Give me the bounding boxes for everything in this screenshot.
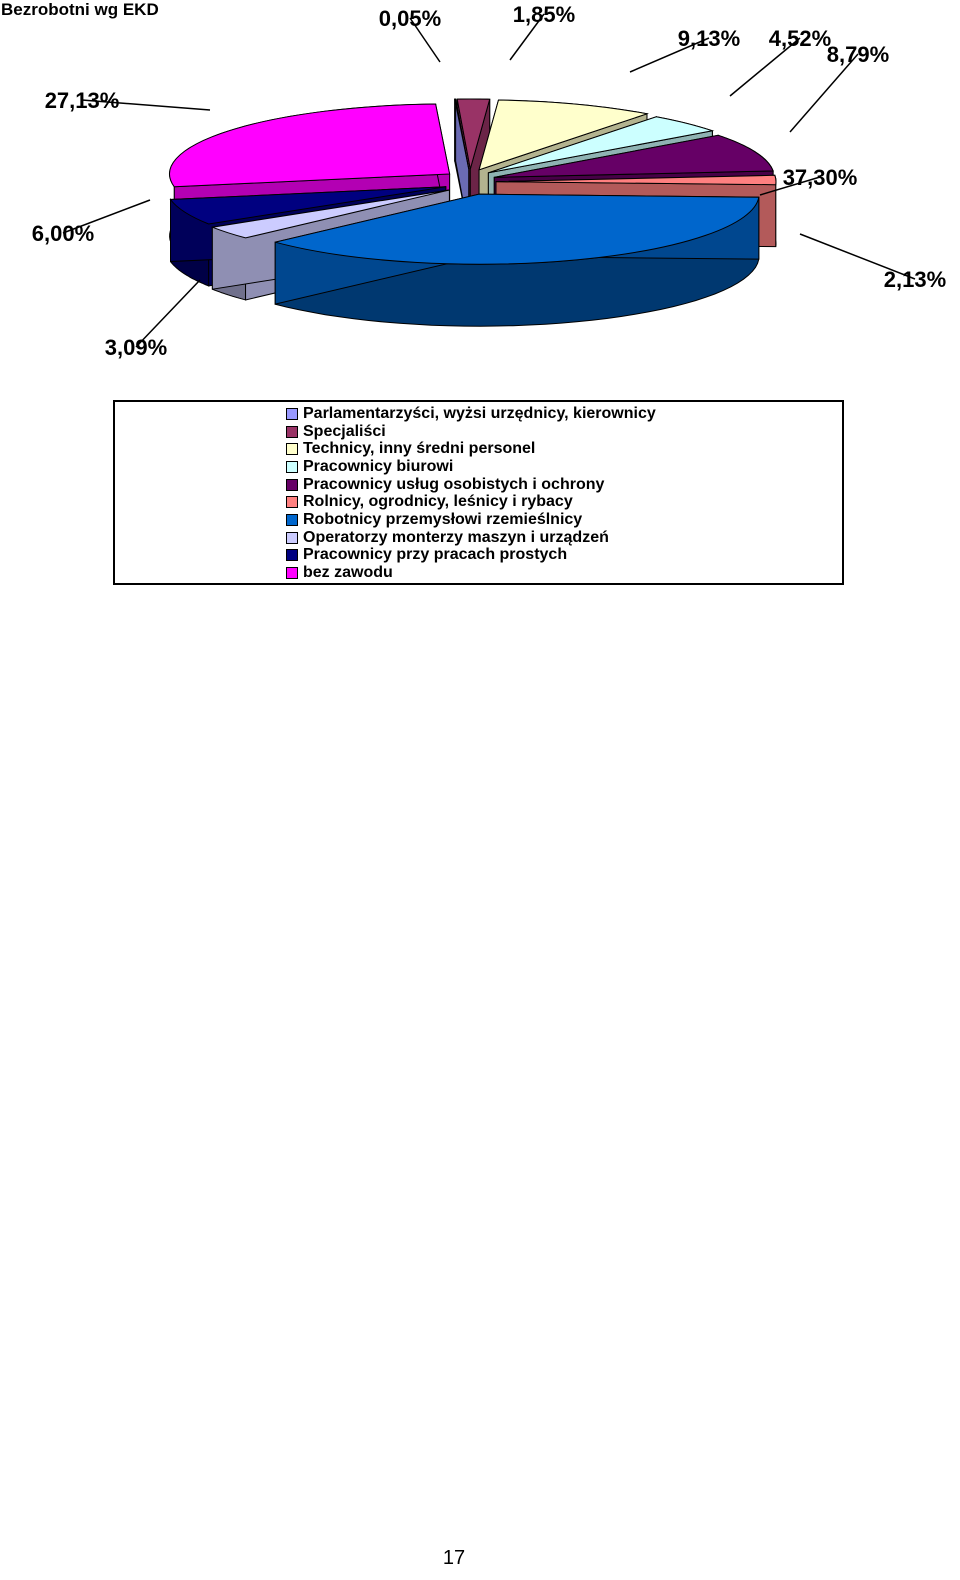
data-label: 9,13% xyxy=(677,26,741,51)
legend-label: Rolnicy, ogrodnicy, leśnicy i rybacy xyxy=(303,493,573,511)
data-label: 0,05% xyxy=(378,6,442,31)
legend-item xyxy=(286,440,656,458)
legend-item xyxy=(286,458,656,476)
legend-item xyxy=(286,423,656,441)
legend-swatch xyxy=(286,479,298,491)
legend-label: Pracownicy biurowi xyxy=(303,457,454,475)
legend-item xyxy=(286,476,656,494)
page-number: 17 xyxy=(442,1547,466,1569)
legend-swatch xyxy=(286,532,298,544)
legend-swatch xyxy=(286,426,298,438)
data-label: 27,13% xyxy=(44,88,120,113)
legend-item xyxy=(286,547,656,565)
legend-label: Pracownicy przy pracach prostych xyxy=(303,546,568,564)
page-title: Bezrobotni wg EKD xyxy=(1,0,159,19)
legend-item xyxy=(286,529,656,547)
data-label: 37,30% xyxy=(782,165,858,190)
pie-slice-top xyxy=(170,104,450,187)
legend-swatch xyxy=(286,567,298,579)
legend-label: Pracownicy usług osobistych i ochrony xyxy=(303,475,605,493)
legend-item xyxy=(286,493,656,511)
data-label: 6,00% xyxy=(31,221,95,246)
legend-swatch xyxy=(286,496,298,508)
legend-label: Robotnicy przemysłowi rzemieślnicy xyxy=(303,510,583,528)
data-label: 2,13% xyxy=(883,267,947,292)
pie-chart xyxy=(0,0,960,370)
pie-slices xyxy=(170,99,776,326)
legend-item xyxy=(286,564,656,582)
legend-label: bez zawodu xyxy=(303,564,393,582)
legend-label: Technicy, inny średni personel xyxy=(303,440,536,458)
legend-item xyxy=(286,405,656,423)
data-label: 8,79% xyxy=(826,42,890,67)
legend-list xyxy=(286,405,656,582)
legend-swatch xyxy=(286,514,298,526)
legend-label: Specjaliści xyxy=(303,422,386,440)
legend-label: Operatorzy monterzy maszyn i urządzeń xyxy=(303,528,609,546)
data-label: 4,52% xyxy=(768,26,832,51)
legend-item xyxy=(286,511,656,529)
legend xyxy=(113,400,844,585)
legend-swatch xyxy=(286,461,298,473)
data-label: 3,09% xyxy=(104,335,168,360)
legend-swatch xyxy=(286,549,298,561)
legend-label: Parlamentarzyści, wyżsi urzędnicy, kierownicy xyxy=(303,404,656,422)
legend-swatch xyxy=(286,443,298,455)
legend-swatch xyxy=(286,408,298,420)
data-label: 1,85% xyxy=(512,2,576,27)
